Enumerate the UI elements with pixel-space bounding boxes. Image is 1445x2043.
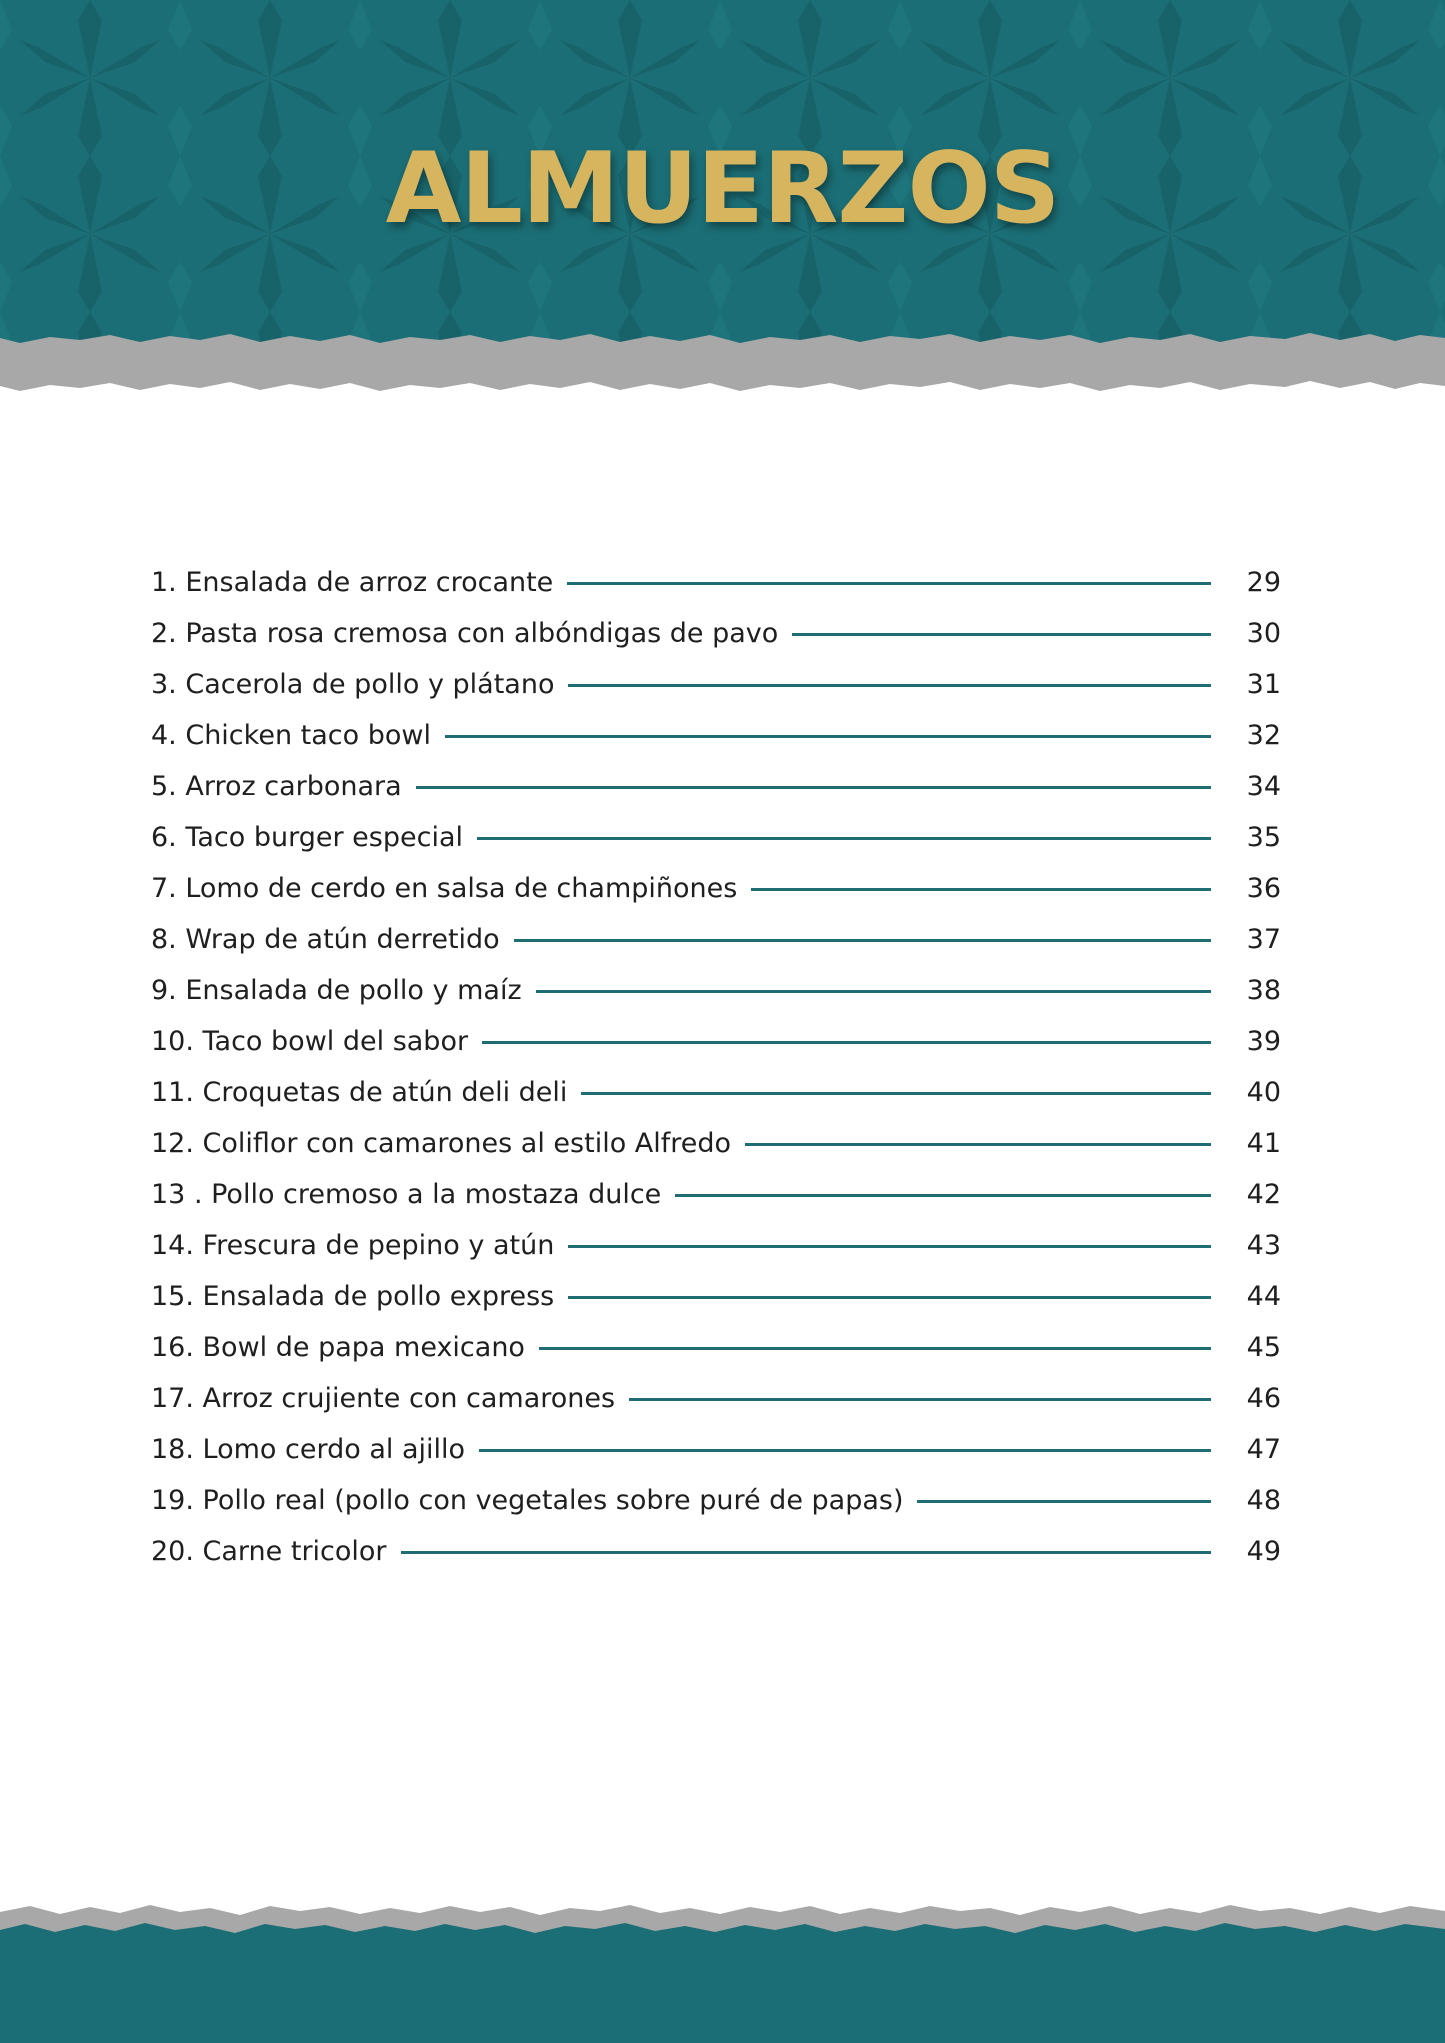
toc-leader-line xyxy=(675,1194,1211,1197)
toc-entry-label: 16. Bowl de papa mexicano xyxy=(151,1332,525,1363)
toc-entry-label: 14. Frescura de pepino y atún xyxy=(151,1230,555,1261)
toc-entry[interactable] xyxy=(151,965,1281,1016)
toc-page-number: 34 xyxy=(1246,771,1281,802)
toc-entry[interactable] xyxy=(151,1526,1281,1577)
toc-page-number: 37 xyxy=(1246,924,1281,955)
toc-entry-label: 10. Taco bowl del sabor xyxy=(151,1026,469,1057)
toc-entry[interactable] xyxy=(151,914,1281,965)
toc-entry-label: 17. Arroz crujiente con camarones xyxy=(151,1383,616,1414)
toc-leader-line xyxy=(482,1041,1211,1044)
toc-page-number: 44 xyxy=(1246,1281,1281,1312)
toc-entry[interactable] xyxy=(151,1016,1281,1067)
toc-entry[interactable] xyxy=(151,1475,1281,1526)
toc-entry[interactable] xyxy=(151,1220,1281,1271)
toc-entry[interactable] xyxy=(151,1373,1281,1424)
toc-entry[interactable] xyxy=(151,812,1281,863)
toc-leader-line xyxy=(581,1092,1211,1095)
toc-leader-line xyxy=(745,1143,1211,1146)
toc-page-number: 45 xyxy=(1246,1332,1281,1363)
toc-page-number: 49 xyxy=(1246,1536,1281,1567)
toc-leader-line xyxy=(416,786,1211,789)
toc-leader-line xyxy=(568,1245,1211,1248)
toc-leader-line xyxy=(401,1551,1211,1554)
toc-entry-label: 9. Ensalada de pollo y maíz xyxy=(151,975,522,1006)
toc-leader-line xyxy=(514,939,1211,942)
header-banner xyxy=(0,0,1445,400)
toc-leader-line xyxy=(568,1296,1211,1299)
toc-page-number: 46 xyxy=(1246,1383,1281,1414)
toc-page-number: 36 xyxy=(1246,873,1281,904)
toc-entry-label: 6. Taco burger especial xyxy=(151,822,463,853)
toc-page-number: 40 xyxy=(1246,1077,1281,1108)
toc-page-number: 42 xyxy=(1246,1179,1281,1210)
footer-torn-edge xyxy=(0,1880,1445,2043)
toc-entry[interactable] xyxy=(151,1271,1281,1322)
toc-entry-label: 3. Cacerola de pollo y plátano xyxy=(151,669,555,700)
toc-entry-label: 20. Carne tricolor xyxy=(151,1536,387,1567)
toc-entry[interactable] xyxy=(151,710,1281,761)
toc-leader-line xyxy=(751,888,1211,891)
footer-banner xyxy=(0,1880,1445,2043)
toc-entry[interactable] xyxy=(151,659,1281,710)
toc-entry-label: 15. Ensalada de pollo express xyxy=(151,1281,555,1312)
toc-leader-line xyxy=(477,837,1211,840)
toc-entry[interactable] xyxy=(151,1424,1281,1475)
toc-leader-line xyxy=(629,1398,1211,1401)
toc-page-number: 39 xyxy=(1246,1026,1281,1057)
toc-entry-label: 18. Lomo cerdo al ajillo xyxy=(151,1434,466,1465)
toc-entry-label: 19. Pollo real (pollo con vegetales sobre puré de papas) xyxy=(151,1485,904,1516)
toc-leader-line xyxy=(568,684,1211,687)
toc-entry-label: 13 . Pollo cremoso a la mostaza dulce xyxy=(151,1179,662,1210)
page-title: ALMUERZOS xyxy=(385,132,1060,246)
toc-entry[interactable] xyxy=(151,761,1281,812)
toc-entry-label: 12. Coliflor con camarones al estilo Alfredo xyxy=(151,1128,732,1159)
toc-leader-line xyxy=(567,582,1211,585)
toc-page-number: 29 xyxy=(1246,567,1281,598)
toc-entry-label: 11. Croquetas de atún deli deli xyxy=(151,1077,568,1108)
toc-page-number: 35 xyxy=(1246,822,1281,853)
toc-leader-line xyxy=(539,1347,1211,1350)
toc-leader-line xyxy=(536,990,1211,993)
toc-entry[interactable] xyxy=(151,1322,1281,1373)
toc-page-number: 48 xyxy=(1246,1485,1281,1516)
toc-entry[interactable] xyxy=(151,1169,1281,1220)
toc-page-number: 32 xyxy=(1246,720,1281,751)
toc-entry[interactable] xyxy=(151,557,1281,608)
toc-leader-line xyxy=(792,633,1211,636)
toc-page-number: 31 xyxy=(1246,669,1281,700)
toc-entry-label: 2. Pasta rosa cremosa con albóndigas de pavo xyxy=(151,618,779,649)
toc-leader-line xyxy=(917,1500,1211,1503)
toc-entry[interactable] xyxy=(151,608,1281,659)
toc-entry-label: 4. Chicken taco bowl xyxy=(151,720,431,751)
toc-entry[interactable] xyxy=(151,1118,1281,1169)
toc-entry[interactable] xyxy=(151,863,1281,914)
toc-page-number: 38 xyxy=(1246,975,1281,1006)
toc-leader-line xyxy=(445,735,1211,738)
toc-entry-label: 8. Wrap de atún derretido xyxy=(151,924,500,955)
toc-entry-label: 5. Arroz carbonara xyxy=(151,771,402,802)
toc-leader-line xyxy=(479,1449,1211,1452)
toc-entry-label: 1. Ensalada de arroz crocante xyxy=(151,567,554,598)
toc-entry[interactable] xyxy=(151,1067,1281,1118)
table-of-contents xyxy=(151,557,1281,1577)
toc-entry-label: 7. Lomo de cerdo en salsa de champiñones xyxy=(151,873,738,904)
toc-page-number: 41 xyxy=(1246,1128,1281,1159)
toc-page-number: 47 xyxy=(1246,1434,1281,1465)
toc-page-number: 43 xyxy=(1246,1230,1281,1261)
toc-page-number: 30 xyxy=(1246,618,1281,649)
